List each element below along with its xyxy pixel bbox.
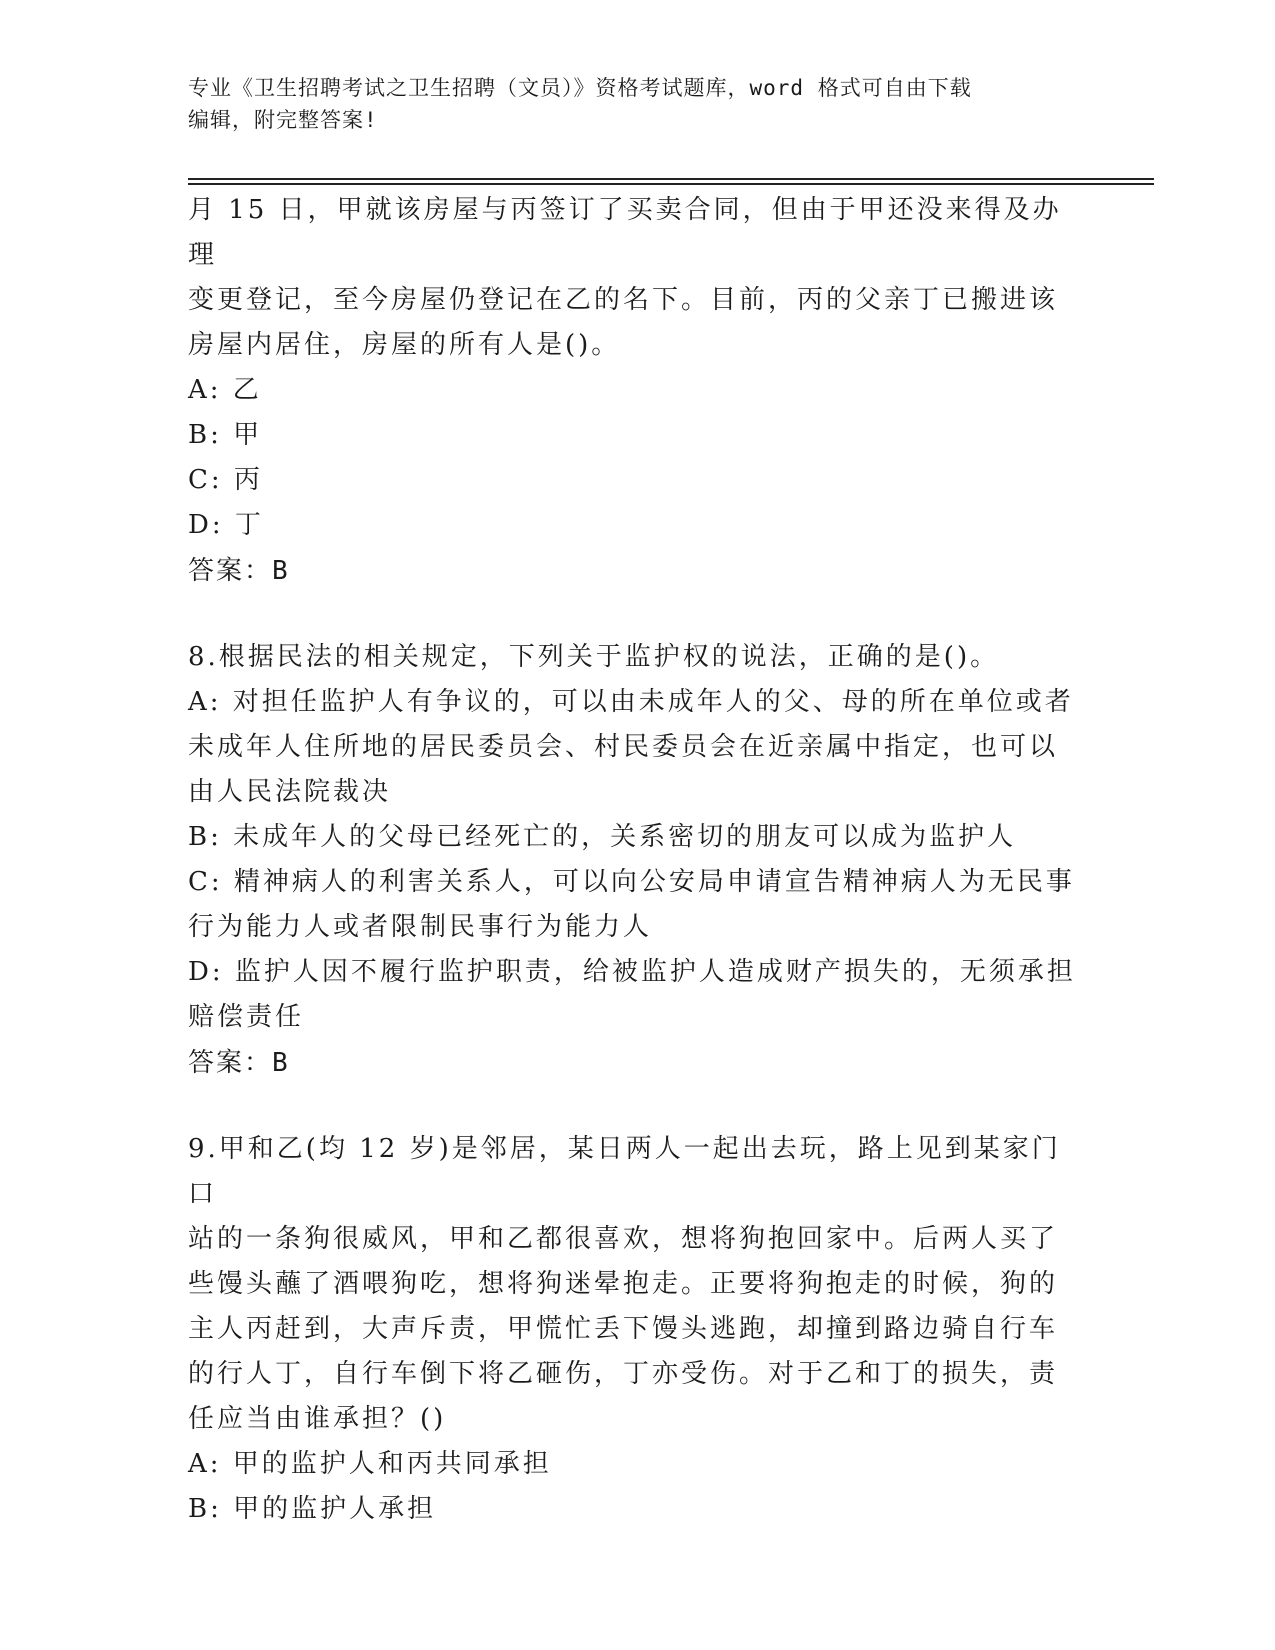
- question-7-option-a: A: 乙: [188, 375, 262, 405]
- question-8-option-c-line-1: C: 精神病人的利害关系人，可以向公安局申请宣告精神病人为无民事: [188, 867, 1075, 897]
- question-9-stem-line-5: 的行人丁，自行车倒下将乙砸伤，丁亦受伤。对于乙和丁的损失，责: [188, 1359, 1059, 1389]
- question-7-option-b: B: 甲: [188, 420, 263, 450]
- header-line-1: 专业《卫生招聘考试之卫生招聘（文员）》资格考试题库，word 格式可自由下载: [188, 76, 972, 100]
- question-9-stem-line-3: 些馒头蘸了酒喂狗吃，想将狗迷晕抱走。正要将狗抱走的时候，狗的: [188, 1269, 1059, 1299]
- question-7: [188, 188, 1088, 594]
- header-divider-top: [188, 178, 1154, 180]
- question-spacer: [188, 1086, 1088, 1127]
- question-8-option-a-line-3: 由人民法院裁决: [188, 777, 392, 807]
- question-8-option-a-line-2: 未成年人住所地的居民委员会、村民委员会在近亲属中指定，也可以: [188, 732, 1059, 762]
- document-header: [188, 72, 1068, 136]
- question-9-stem-line-4: 主人丙赶到，大声斥责，甲慌忙丢下馒头逃跑，却撞到路边骑自行车: [188, 1314, 1059, 1344]
- question-9-stem-line-1: 9.甲和乙(均 12 岁)是邻居，某日两人一起出去玩，路上见到某家门口: [188, 1134, 1061, 1209]
- header-divider-bottom: [188, 183, 1154, 185]
- question-8-answer: 答案：B: [188, 1048, 290, 1078]
- question-7-option-c: C: 丙: [188, 465, 263, 495]
- question-7-answer: 答案：B: [188, 556, 290, 586]
- question-9: [188, 1127, 1088, 1532]
- question-9-stem-line-6: 任应当由谁承担？(): [188, 1404, 447, 1434]
- question-8-stem: 8.根据民法的相关规定，下列关于监护权的说法，正确的是()。: [188, 642, 1000, 672]
- question-8-option-d-line-2: 赔偿责任: [188, 1002, 305, 1032]
- question-9-option-a: A: 甲的监护人和丙共同承担: [188, 1449, 552, 1479]
- question-8-option-a-line-1: A: 对担任监护人有争议的，可以由未成年人的父、母的所在单位或者: [188, 687, 1074, 717]
- question-9-stem-line-2: 站的一条狗很威风，甲和乙都很喜欢，想将狗抱回家中。后两人买了: [188, 1224, 1059, 1254]
- question-8: [188, 635, 1088, 1086]
- question-8-option-c-line-2: 行为能力人或者限制民事行为能力人: [188, 912, 653, 942]
- question-content: [188, 188, 1088, 1532]
- question-7-stem-line-1: 月 15 日，甲就该房屋与丙签订了买卖合同，但由于甲还没来得及办理: [188, 195, 1062, 270]
- question-7-stem-line-3: 房屋内居住，房屋的所有人是()。: [188, 330, 621, 360]
- question-8-option-b: B: 未成年人的父母已经死亡的，关系密切的朋友可以成为监护人: [188, 822, 1017, 852]
- question-8-option-d-line-1: D: 监护人因不履行监护职责，给被监护人造成财产损失的，无须承担: [188, 957, 1076, 987]
- question-spacer: [188, 594, 1088, 635]
- question-9-option-b: B: 甲的监护人承担: [188, 1494, 437, 1524]
- header-line-2: 编辑，附完整答案!: [188, 108, 378, 132]
- question-7-stem-line-2: 变更登记，至今房屋仍登记在乙的名下。目前，丙的父亲丁已搬进该: [188, 285, 1059, 315]
- question-7-option-d: D: 丁: [188, 510, 264, 540]
